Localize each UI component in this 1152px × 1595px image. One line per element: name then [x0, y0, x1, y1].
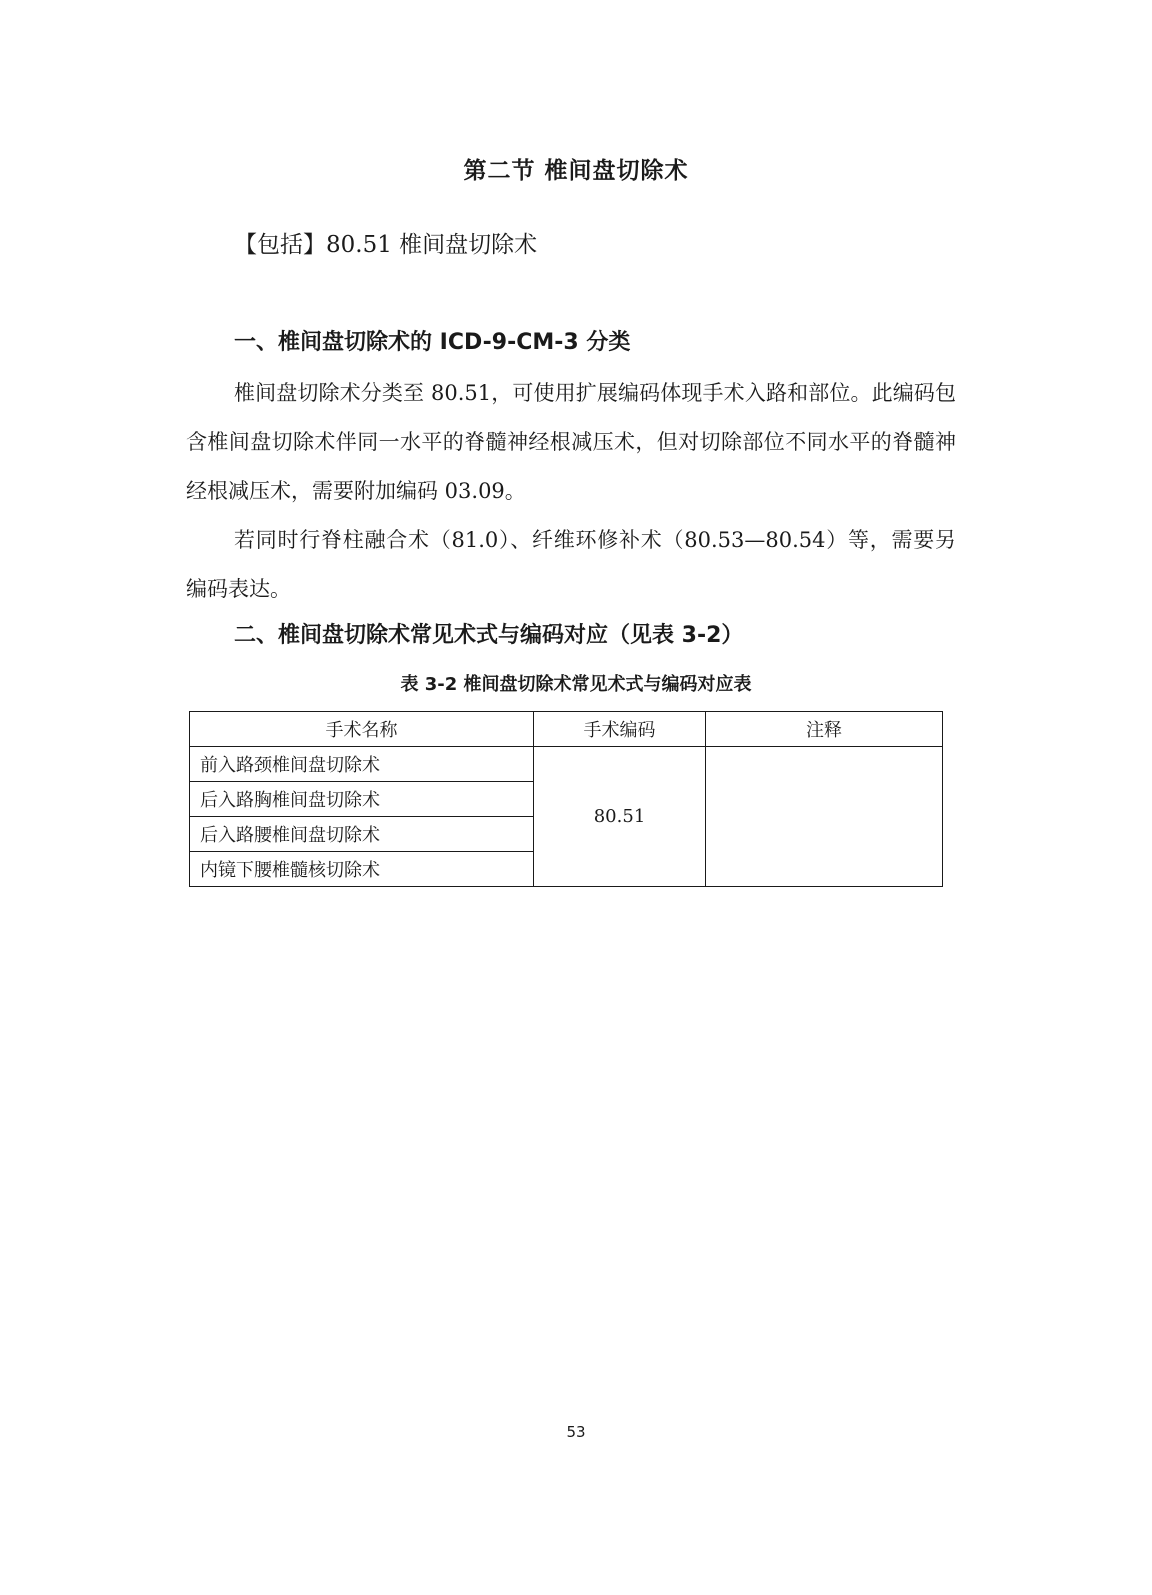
column-header-procedure-code: 手术编码	[534, 712, 706, 747]
procedure-name-cell: 前入路颈椎间盘切除术	[190, 747, 534, 782]
include-line: 【包括】80.51 椎间盘切除术	[234, 232, 538, 258]
procedure-name-cell: 后入路胸椎间盘切除术	[190, 782, 534, 817]
notes-cell	[706, 747, 943, 887]
paragraph-additional-coding: 若同时行脊柱融合术（81.0）、纤维环修补术（80.53—80.54）等，需要另编码表达。	[186, 528, 956, 601]
paragraph-classification: 椎间盘切除术分类至 80.51，可使用扩展编码体现手术入路和部位。此编码包含椎间盘切除术伴同一水平的脊髓神经根减压术，但对切除部位不同水平的脊髓神经根减压术，需要附加编码 03.09。	[186, 381, 956, 503]
heading-procedure-mapping: 二、椎间盘切除术常见术式与编码对应（见表 3-2）	[234, 623, 744, 648]
heading-classification: 一、椎间盘切除术的 ICD-9-CM-3 分类	[234, 330, 631, 355]
table-caption: 表 3-2 椎间盘切除术常见术式与编码对应表	[400, 674, 752, 695]
table-header-row	[190, 712, 943, 747]
column-header-procedure-name: 手术名称	[190, 712, 534, 747]
procedure-name-cell: 后入路腰椎间盘切除术	[190, 817, 534, 852]
table-row	[190, 747, 943, 782]
section-title: 第二节 椎间盘切除术	[463, 158, 689, 184]
procedure-code-table	[189, 711, 943, 887]
page-number: 53	[566, 1423, 586, 1441]
column-header-notes: 注释	[706, 712, 943, 747]
procedure-name-cell: 内镜下腰椎髓核切除术	[190, 852, 534, 887]
procedure-code-cell: 80.51	[534, 747, 706, 887]
